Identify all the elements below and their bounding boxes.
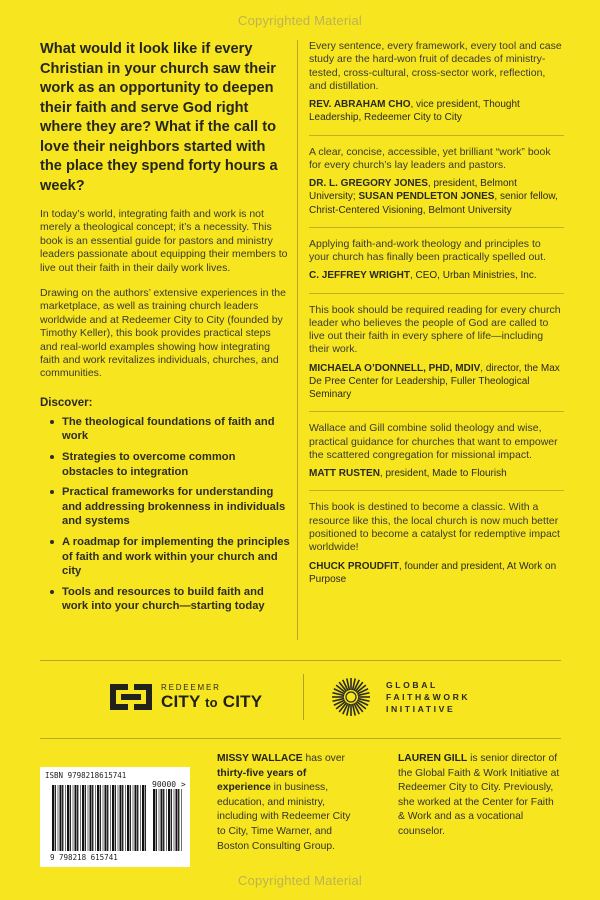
endorsement-attribution: CHUCK PROUDFIT, founder and president, At Work on Purpose <box>309 560 557 585</box>
endorsement <box>309 422 564 480</box>
r2c-mark-icon <box>108 682 154 712</box>
divider <box>309 490 564 491</box>
author-bio-gill: LAUREN GILL is senior director of the Global Faith & Work Initiative at Redeemer City to City. Previously, she worked at the Center for Faith & Work and as a vocational counselor. <box>398 753 560 837</box>
sunburst-icon <box>330 676 372 718</box>
endorsement <box>309 238 564 283</box>
logo-line: INITIATIVE <box>386 704 456 714</box>
discover-heading: Discover: <box>40 396 93 409</box>
endorsement-quote: A clear, concise, accessible, yet brilliant “work” book for every church’s lay leaders and pastors. <box>309 145 551 171</box>
intro-paragraph: In today’s world, integrating faith and work is not merely a theological concept; it’s a necessity. This book is an essential guide for pastors and ministry leaders passionate about equipping their members to live out their faith in their daily work lives. <box>40 208 288 274</box>
list-item: Strategies to overcome common obstacles to integration <box>40 450 290 479</box>
divider <box>309 411 564 412</box>
endorsement-attribution: REV. ABRAHAM CHO, vice president, Thought Leadership, Redeemer City to City <box>309 99 520 124</box>
bullet-icon <box>50 455 54 459</box>
endorsement-attribution: MATT RUSTEN, president, Made to Flourish <box>309 468 507 480</box>
endorsement-quote: This book should be required reading for every church leader who believes the people of God are called to live out their faith in every sphere of life—including their work. <box>309 303 561 356</box>
divider <box>309 227 564 228</box>
divider <box>309 293 564 294</box>
headline: What would it look like if every Christian in your church saw their work as an opportunity to deepen their faith and serve God right where they are? What if the call to love their neighbors started with the place they spend forty hours a week? <box>40 41 278 194</box>
endorsement-quote: Applying faith-and-work theology and principles to your church has finally been practically spelled out. <box>309 237 546 264</box>
endorsement-attribution: DR. L. GREGORY JONES, president, Belmont University; SUSAN PENDLETON JONES, senior fellow, Christ-Centered Visioning, Belmont University <box>309 178 558 216</box>
author-bio-wallace: MISSY WALLACE has over thirty-five years of experience in business, education, and ministry, including with Redeemer City to City, Time Warner, and Boston Consulting Group. <box>217 753 351 852</box>
global-faith-work-logo <box>330 676 470 718</box>
bullet-icon <box>50 590 54 594</box>
logo-text-small: REDEEMER <box>161 682 221 692</box>
endorsements <box>309 40 564 586</box>
list-item: Tools and resources to build faith and work into your church—starting today <box>40 585 290 614</box>
endorsement-attribution: C. JEFFREY WRIGHT, CEO, Urban Ministries, Inc. <box>309 270 537 282</box>
logo-line: FAITH&WORK <box>386 692 471 702</box>
endorsement <box>309 304 564 402</box>
isbn-barcode <box>40 767 190 867</box>
bullet-icon <box>50 490 54 494</box>
price-code: 90000 > <box>152 780 186 789</box>
copyright-watermark-top: Copyrighted Material <box>238 13 362 28</box>
divider <box>309 135 564 136</box>
discover-list <box>40 415 290 614</box>
redeemer-city-to-city-logo <box>108 682 262 712</box>
bullet-icon <box>50 540 54 544</box>
endorsement-quote: Wallace and Gill combine solid theology and wise, practical guidance for churches that want to empower the scattered congregation for missional impact. <box>309 422 558 461</box>
list-item: The theological foundations of faith and work <box>40 415 290 444</box>
bullet-icon <box>50 420 54 424</box>
logo-text-big: CITY to CITY <box>161 691 263 711</box>
price-barcode-icon <box>153 789 183 851</box>
list-item: Practical frameworks for understanding and addressing brokenness in individuals and systems <box>40 485 290 529</box>
endorsement-quote: Every sentence, every framework, every tool and case study are the hard-won fruit of decades of ministry-tested, cross-cultural, cross-sector work, reflection, and distillation. <box>309 40 562 92</box>
isbn-text: ISBN 9798218615741 <box>45 771 127 780</box>
copyright-watermark-bottom: Copyrighted Material <box>238 873 362 888</box>
endorsement-attribution: MICHAELA O’DONNELL, PHD, MDIV, director, the Max De Pree Center for Leadership, Fuller Theological Seminary <box>309 362 560 401</box>
endorsement <box>309 501 564 586</box>
endorsement <box>309 146 564 217</box>
logo-divider <box>303 674 304 720</box>
authors-paragraph: Drawing on the authors’ extensive experiences in the marketplace, as well as training church leaders worldwide and at Redeemer City to City (founded by Timothy Keller), this book provides practical steps and real-world examples showing how integrating faith and work revitalizes individuals, churches, and communities. <box>40 287 286 380</box>
column-divider <box>297 40 298 640</box>
logo-line: GLOBAL <box>386 680 438 690</box>
endorsement <box>309 40 564 125</box>
divider <box>40 738 561 739</box>
barcode-bars-icon <box>52 785 147 851</box>
back-cover-description <box>40 40 290 614</box>
divider <box>40 660 561 661</box>
list-item: A roadmap for implementing the principles of faith and work within your church and city <box>40 535 290 579</box>
endorsement-quote: This book is destined to become a classic. With a resource like this, the local church is now much better positioned to become a catalyst for redemptive impact worldwide! <box>309 501 560 554</box>
isbn-digits: 9 798218 615741 <box>50 853 118 862</box>
